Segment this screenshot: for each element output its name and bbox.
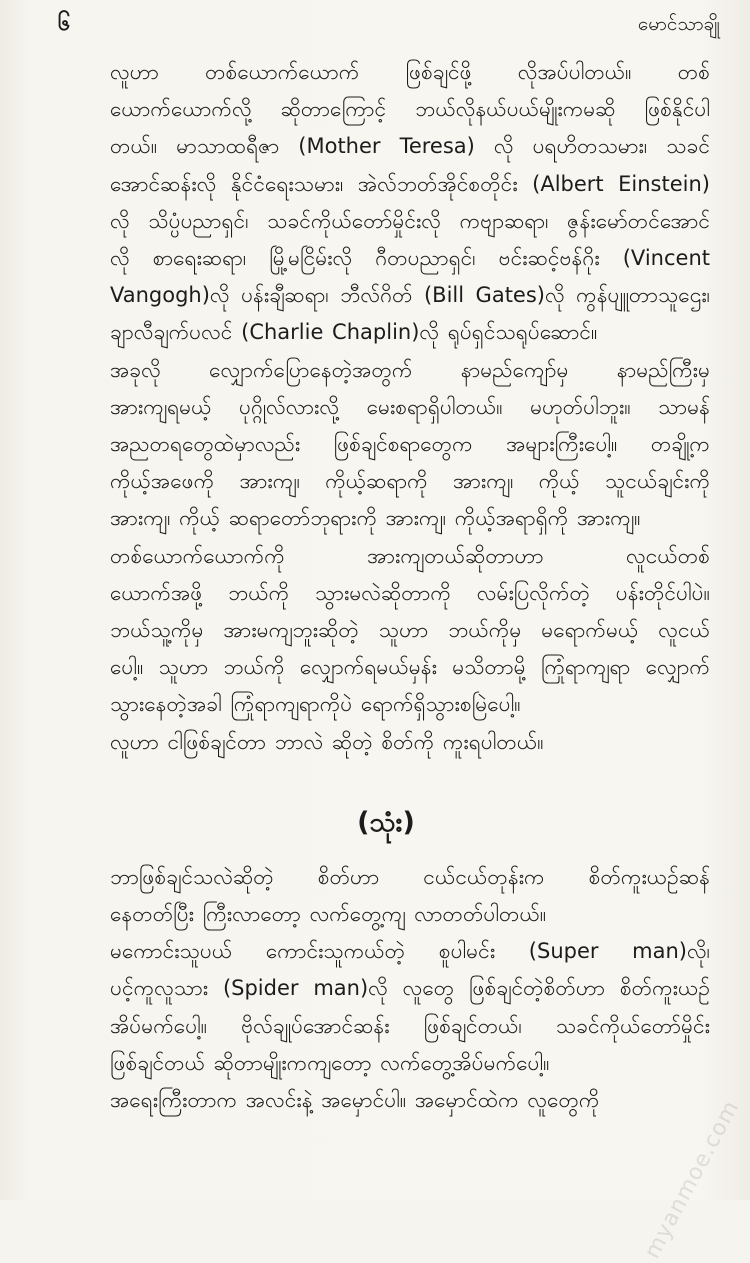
page-number: ၆: [58, 11, 71, 36]
text-line: လို သိပ္ပံပညာရှင်၊ သခင်ကိုယ်တော်မှိုင်းလို ကဗျာဆရာ၊ ဇွန်းမော်တင်အောင်: [110, 208, 710, 233]
paragraph: [62, 54, 710, 352]
text-line: ချာလီချက်ပလင် (Charlie Chaplin)လို ရုပ်ရှင်သရုပ်ဆောင်။: [110, 320, 598, 345]
text-line: လူဟာ တစ်ယောက်ယောက် ဖြစ်ချင်ဖို့ လိုအပ်ပါတယ်။ တစ်: [110, 60, 710, 84]
section-heading: (သုံး): [357, 806, 415, 838]
text-line: ပေါ့။ သူဟာ ဘယ်ကို လျှောက်ရမယ်မှန်း မသိတာမို့ ကြုံရာကျရာ လျှောက်: [110, 655, 710, 680]
text-line: အရေးကြီးတာက အလင်းနဲ့ အမှောင်ပါ။ အမှောင်ထဲက လူတွေကို: [110, 1088, 600, 1113]
paragraph: [62, 933, 710, 1082]
text-line: ကိုယ့်အဖေကို အားကျ၊ ကိုယ့်ဆရာကို အားကျ၊ ကိုယ့် သူငယ်ချင်းကို: [110, 469, 710, 494]
text-line: ယောက်အဖို့ ဘယ်ကို သွားမလဲဆိုတာကို လမ်းပြလိုက်တဲ့ ပန်းတိုင်ပါပဲ။: [110, 580, 710, 605]
text-line: အိပ်မက်ပေါ့။ ဗိုလ်ချုပ်အောင်ဆန်း ဖြစ်ချင်တယ်၊ သခင်ကိုယ်တော်မှိုင်း: [110, 1013, 710, 1038]
paragraph: [62, 538, 710, 724]
text-line: ပင့်ကူလူသား (Spider man)လို လူတွေ ဖြစ်ချင်တဲ့စိတ်ဟာ စိတ်ကူးယဉ်: [110, 976, 710, 1001]
text-line: ဘယ်သူ့ကိုမှ အားမကျဘူးဆိုတဲ့ သူဟာ ဘယ်ကိုမှ မရောက်မယ့် လူငယ်: [110, 618, 710, 643]
text-line: အခုလို လျှောက်ပြောနေတဲ့အတွက် နာမည်ကျော်မှ နာမည်ကြီးမှ: [110, 357, 710, 382]
text-line: လူဟာ ငါဖြစ်ချင်တာ ဘာလဲ ဆိုတဲ့ စိတ်ကို ကူးရပါတယ်။: [110, 729, 544, 754]
text-line: ဖြစ်ချင်တယ် ဆိုတာမျိုးကကျတော့ လက်တွေ့အိပ်မက်ပေါ့။: [110, 1050, 550, 1075]
running-title: မောင်သာချို: [637, 13, 720, 35]
text-line: သွားနေတဲ့အခါ ကြုံရာကျရာကိုပဲ ရောက်ရှိသွားစမြဲပေါ့။: [110, 692, 521, 717]
watermark: myanmoe.com: [639, 1096, 744, 1263]
paragraph: [62, 724, 710, 761]
paragraph: [62, 859, 710, 933]
page-header: [58, 6, 720, 42]
text-line: မကောင်းသူပယ် ကောင်းသူကယ်တဲ့ စူပါမင်း (Super man)လို၊: [110, 939, 710, 964]
text-line: အညတရတွေထဲမှာလည်း ဖြစ်ချင်စရာတွေက အများကြီးပေါ့။ တချို့က: [110, 432, 710, 457]
paragraph: [62, 1082, 710, 1119]
text-line: ဘာဖြစ်ချင်သလဲဆိုတဲ့ စိတ်ဟာ ငယ်ငယ်တုန်းက စိတ်ကူးယဉ်ဆန်: [110, 864, 710, 889]
text-line: Vangogh)လို ပန်းချီဆရာ၊ ဘီလ်ဂိတ် (Bill Gates)လို ကွန်ပျူတာသူဌေး၊: [110, 283, 710, 308]
text-line: နေတတ်ပြီး ကြီးလာတော့ လက်တွေ့ကျ လာတတ်ပါတယ်။: [110, 902, 547, 927]
text-line: တယ်။ မာသာထရီဇာ (Mother Teresa) လို ပရဟိတသမား၊ သခင်: [110, 134, 710, 159]
text-line: လို စာရေးဆရာ၊ မြို့မငြိမ်းလို ဂီတပညာရှင်၊ ဗင်းဆင့်ဗန်ဂိုး (Vincent: [110, 246, 710, 271]
text-line: အောင်ဆန်းလို နိုင်ငံရေးသမား၊ အဲလ်ဘတ်အိုင်စတိုင်း (Albert Einstein): [110, 171, 710, 196]
text-line: အားကျ၊ ကိုယ့် ဆရာတော်ဘုရားကို အားကျ၊ ကိုယ့်အရာရှိကို အားကျ။: [110, 506, 641, 531]
text-line: အားကျရမယ့် ပုဂ္ဂိုလ်လားလို့ မေးစရာရှိပါတယ်။ မဟုတ်ပါဘူး။ သာမန်: [110, 394, 710, 419]
text-line: ယောက်ယောက်လို့ ဆိုတာကြောင့် ဘယ်လိုနယ်ပယ်မျိုးကမဆို ဖြစ်နိုင်ပါ: [110, 97, 710, 122]
page-body: [62, 54, 710, 1119]
paragraph: [62, 352, 710, 538]
text-line: တစ်ယောက်ယောက်ကို အားကျတယ်ဆိုတာဟာ လူငယ်တစ်: [110, 543, 710, 568]
